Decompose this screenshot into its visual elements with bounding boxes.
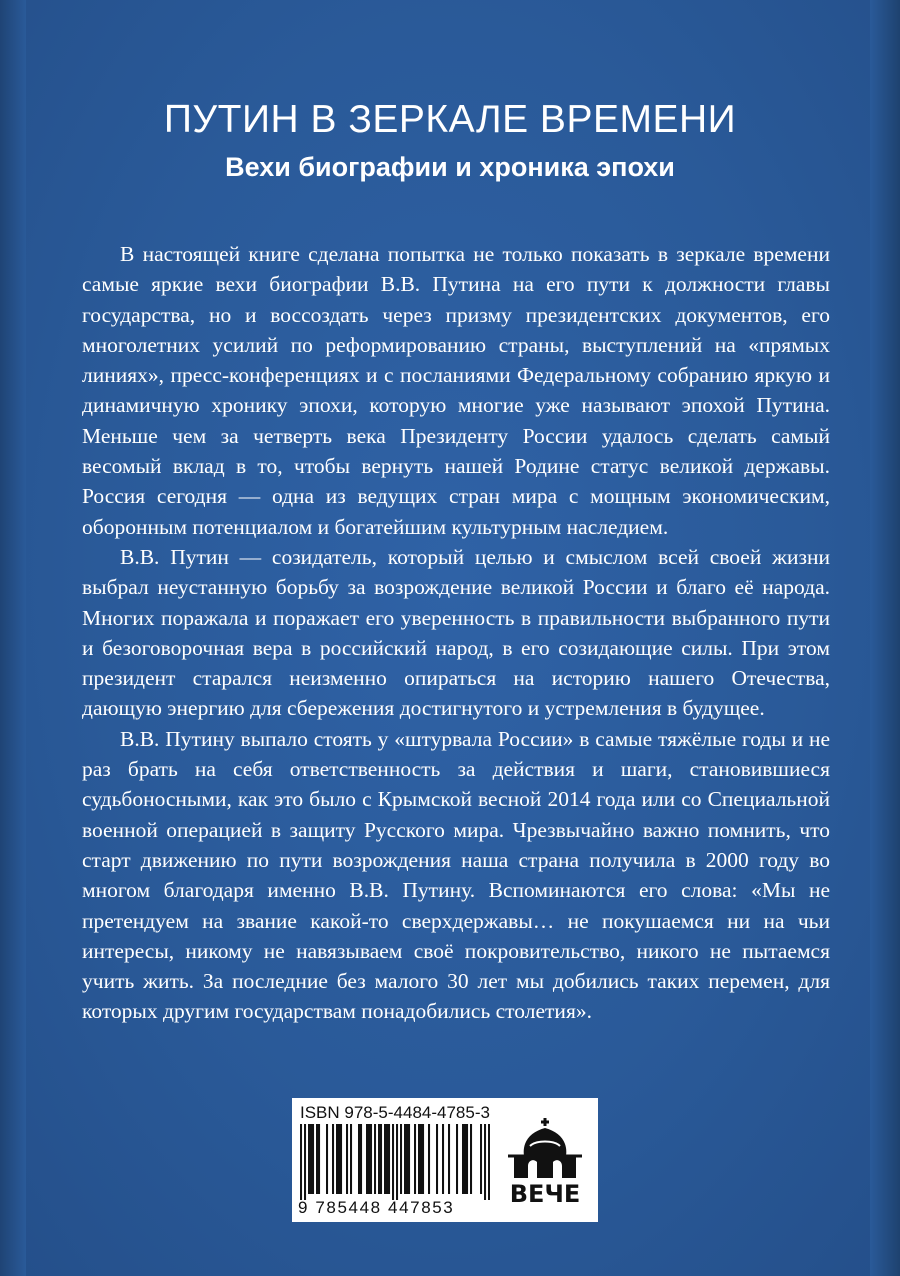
- barcode-bar: [396, 1124, 398, 1200]
- barcode-icon: [300, 1124, 490, 1200]
- paragraph-2: В.В. Путин — созидатель, который целью и смыслом всей своей жизни выбрал неустанную борьбу за возрождение великой России и благо её народа. Многих поражала и поражает его уверенность в правильности выбранного пути и безоговорочная вера в российский народ, в его созидающие силы. При этом президент старался неизменно опираться на историю нашего Отечества, дающую энергию для сбережения достигнутого и устремления в будущее.: [82, 544, 830, 721]
- paragraph-1: В настоящей книге сделана попытка не только показать в зеркале времени самые яркие вехи биографии В.В. Путина на его пути к должности главы государства, но и воссоздать через призму президентских документов, его многолетних усилий по реформированию страны, выступлений на «прямых линиях», пресс-конференциях и с посланиями Федеральному собранию яркую и динамичную хронику эпохи, которую многие уже называют эпохой Путина. Меньше чем за четверть века Президенту России удалось сделать самый весомый вклад в то, чтобы вернуть нашей Родине статус великой державы. Россия сегодня — одна из ведущих стран мира с мощным экономическим, оборонным потенциалом и богатейшим культурным наследием.: [82, 242, 830, 539]
- barcode-bar: [448, 1124, 450, 1194]
- barcode-bar: [480, 1124, 482, 1194]
- church-dome-icon: [500, 1116, 590, 1182]
- cover-edge-right: [870, 0, 900, 1276]
- barcode-bar: [470, 1124, 472, 1194]
- barcode-bar: [378, 1124, 380, 1194]
- barcode-bar: [420, 1124, 422, 1194]
- barcode-bar: [456, 1124, 458, 1194]
- barcode-bar: [336, 1124, 338, 1194]
- ean-digits: 9 785448 447853: [298, 1198, 455, 1217]
- barcode-bar: [388, 1124, 390, 1194]
- barcode-bar: [366, 1124, 368, 1194]
- barcode-bar: [380, 1124, 382, 1194]
- barcode-bar: [414, 1124, 416, 1194]
- barcode-bar: [484, 1124, 486, 1200]
- barcode-bar: [318, 1124, 320, 1194]
- barcode-bar: [340, 1124, 342, 1194]
- barcode-bar: [326, 1124, 328, 1194]
- barcode-bar: [370, 1124, 372, 1194]
- barcode-bar: [442, 1124, 444, 1194]
- barcode-bar: [368, 1124, 370, 1194]
- barcode-bar: [404, 1124, 406, 1194]
- barcode-bar: [422, 1124, 424, 1194]
- book-title: ПУТИН В ЗЕРКАЛЕ ВРЕМЕНИ: [163, 98, 737, 141]
- barcode-bar: [462, 1124, 464, 1194]
- barcode-bar: [316, 1124, 318, 1194]
- barcode-bar: [308, 1124, 310, 1194]
- barcode-label: [292, 1098, 598, 1222]
- barcode-bar: [436, 1124, 438, 1194]
- barcode-bar: [488, 1124, 490, 1200]
- barcode-bar: [310, 1124, 312, 1194]
- isbn-number: ISBN 978-5-4484-4785-3: [300, 1103, 490, 1122]
- book-subtitle: Вехи биографии и хроника эпохи: [225, 152, 675, 182]
- publisher-logo: [500, 1116, 590, 1216]
- barcode-bar: [358, 1124, 360, 1194]
- barcode-bar: [406, 1124, 408, 1194]
- barcode-bar: [408, 1124, 410, 1194]
- barcode-bar: [350, 1124, 352, 1194]
- barcode-bar: [384, 1124, 386, 1194]
- barcode-bar: [418, 1124, 420, 1194]
- publisher-logo-text: ВЕЧЕ: [509, 1180, 581, 1208]
- annotation-text: [82, 239, 830, 1027]
- barcode-bar: [338, 1124, 340, 1194]
- barcode-bar: [392, 1124, 394, 1200]
- barcode-bar: [304, 1124, 306, 1200]
- barcode-bar: [466, 1124, 468, 1194]
- barcode-bar: [346, 1124, 348, 1194]
- barcode-bar: [400, 1124, 402, 1194]
- barcode-bar: [464, 1124, 466, 1194]
- cover-edge-left: [0, 0, 26, 1276]
- barcode-bar: [386, 1124, 388, 1194]
- barcode-bar: [300, 1124, 302, 1200]
- barcode-bar: [312, 1124, 314, 1194]
- barcode-bar: [360, 1124, 362, 1194]
- barcode-bar: [428, 1124, 430, 1194]
- barcode-bar: [374, 1124, 376, 1194]
- paragraph-3: В.В. Путину выпало стоять у «штурвала России» в самые тяжёлые годы и не раз брать на себя ответственность за действия и шаги, становившиеся судьбоносными, как это было с Крымской весной 2014 года или со Специальной военной операцией в защиту Русского мира. Чрезвычайно важно помнить, что старт движению по пути возрождения наша страна получила в 2000 году во многом благодаря именно В.В. Путину. Вспоминаются его слова: «Мы не претендуем на звание какой-то сверхдержавы… не покушаемся ни на чьи интересы, никому не навязываем своё покровительство, никого не пытаемся учить жить. За последние без малого 30 лет мы добились таких перемен, для которых другим государствам понадобились столетия».: [82, 726, 830, 1024]
- barcode-bar: [332, 1124, 334, 1194]
